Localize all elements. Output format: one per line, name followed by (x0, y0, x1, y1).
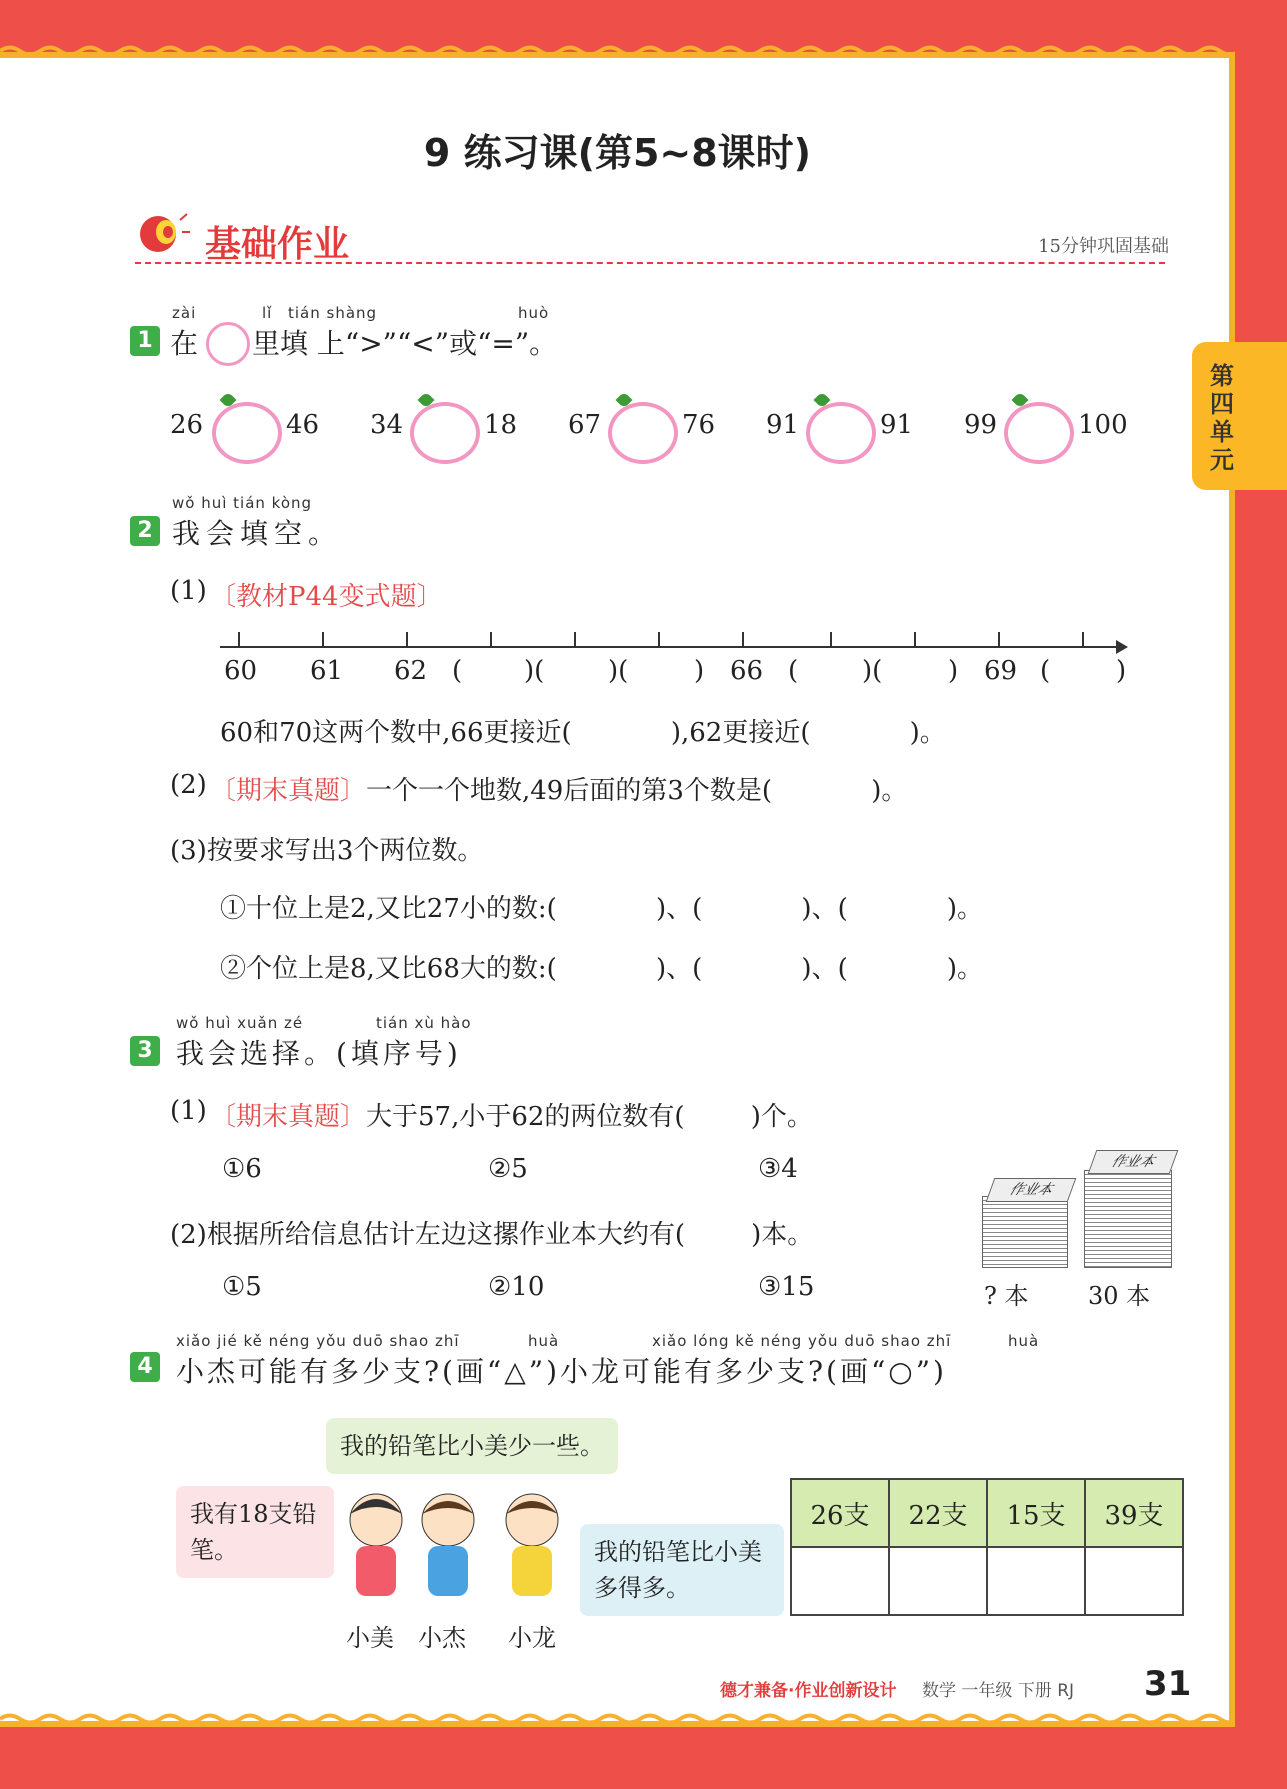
q3-pinyin-a: wǒ huì xuǎn zé (176, 1014, 304, 1032)
speech-bubble-left: 我有18支铅笔。 (176, 1486, 334, 1578)
q4-number-badge: 4 (130, 1352, 160, 1382)
q3-p2-option-1[interactable]: ①5 (222, 1272, 262, 1302)
q4-pinyin-c: xiǎo lóng kě néng yǒu duō shao zhī (652, 1332, 952, 1350)
speech-bubble-right: 我的铅笔比小美多得多。 (580, 1524, 784, 1616)
q3-p1-tag: 〔期末真题〕 (210, 1102, 367, 1132)
axis-paren: ) (694, 656, 705, 686)
q2-p1-label: (1) (170, 576, 207, 606)
q2-p3a: ①十位上是2,又比27小的数:( )、( )、( )。 (220, 894, 984, 924)
tick (322, 632, 324, 648)
q4-pinyin-d: huà (1008, 1332, 1040, 1350)
q3-p2-option-2[interactable]: ②10 (488, 1272, 545, 1302)
footer-brand: 德才兼备·作业创新设计 (720, 1681, 897, 1701)
axis-paren: ) (1116, 656, 1127, 686)
q3-text: 我会选择。(填序号) (176, 1037, 462, 1070)
small-book-stack (982, 1196, 1068, 1268)
axis-label-62: 62 (394, 656, 428, 686)
axis-paren: )( (524, 656, 545, 686)
q1-pair-2-answer-circle[interactable] (410, 402, 480, 464)
section-subtitle: 15分钟巩固基础 (1038, 236, 1169, 257)
q3-pinyin-b: tián xù hào (376, 1014, 472, 1032)
children-illustration (336, 1484, 576, 1614)
large-book-cover: 作业本 (1088, 1150, 1179, 1174)
child-name-xiaolong: 小龙 (508, 1624, 556, 1652)
tick (998, 632, 1000, 648)
q1-pair-3-right: 76 (682, 410, 716, 440)
q1-pair-5-answer-circle[interactable] (1004, 402, 1074, 464)
q2-text: 我会填空。 (172, 517, 343, 550)
q1-text-b: 里填 上“>”“<”或“=”。 (252, 327, 558, 360)
arrow-icon (1116, 640, 1128, 654)
large-stack-label: 30 本 (1088, 1282, 1151, 1310)
q1-pair-2-right: 18 (484, 410, 518, 440)
q2-p3b: ②个位上是8,又比68大的数:( )、( )、( )。 (220, 954, 984, 984)
q1-pair-1-answer-circle[interactable] (212, 402, 282, 464)
table-header-cell: 15支 (987, 1479, 1085, 1547)
footer-info: 数学 一年级 下册 RJ (922, 1681, 1075, 1701)
q1-pinyin-li: lǐ (262, 304, 273, 322)
axis-label-61: 61 (310, 656, 344, 686)
q2-p2-label: (2) (170, 770, 207, 800)
speech-bubble-top: 我的铅笔比小美少一些。 (326, 1418, 618, 1474)
top-wavy-border (0, 44, 1235, 58)
table-header-row (791, 1479, 1183, 1547)
tick (830, 632, 832, 648)
axis-label-66: 66 (730, 656, 764, 686)
section-title: 基础作业 (205, 224, 350, 265)
tick (490, 632, 492, 648)
q1-pair-1-right: 46 (286, 410, 320, 440)
large-book-stack (1084, 1170, 1172, 1268)
unit-side-tab (1192, 342, 1287, 490)
tick (658, 632, 660, 648)
child-name-xiaomei: 小美 (346, 1624, 394, 1652)
q1-pair-4-left: 91 (766, 410, 800, 440)
q1-pinyin-tianshang: tián shàng (288, 304, 378, 322)
megaphone-icon (132, 208, 192, 258)
q1-pair-3-answer-circle[interactable] (608, 402, 678, 464)
small-book-cover: 作业本 (986, 1178, 1077, 1202)
tick (1082, 632, 1084, 648)
q1-pinyin-huo: huò (518, 304, 550, 322)
tick (574, 632, 576, 648)
q2-p1-line: 60和70这两个数中,66更接近( ),62更接近( )。 (220, 718, 946, 748)
q1-pair-4-right: 91 (880, 410, 914, 440)
q1-number-badge: 1 (130, 326, 160, 356)
q4-pinyin-a: xiǎo jié kě néng yǒu duō shao zhī (176, 1332, 460, 1350)
q1-pair-1-left: 26 (170, 410, 204, 440)
q2-p2-text: 一个一个地数,49后面的第3个数是( )。 (366, 776, 908, 806)
q3-p1-text: 大于57,小于62的两位数有( )个。 (366, 1102, 813, 1132)
axis-paren: )( (862, 656, 883, 686)
q3-p1-option-1[interactable]: ①6 (222, 1154, 262, 1184)
tick (742, 632, 744, 648)
tick (406, 632, 408, 648)
q3-p2-text: (2)根据所给信息估计左边这摞作业本大约有( )本。 (170, 1220, 814, 1250)
page-title: 9 练习课(第5~8课时) (423, 131, 812, 175)
q1-circle-icon (206, 322, 250, 366)
q1-pair-3-left: 67 (568, 410, 602, 440)
q3-p1-option-3[interactable]: ③4 (758, 1154, 798, 1184)
q2-number-badge: 2 (130, 516, 160, 546)
table-answer-row (791, 1547, 1183, 1615)
q2-pinyin: wǒ huì tián kòng (172, 494, 313, 512)
q1-text-a: 在 (170, 327, 199, 360)
q1-pair-5-right: 100 (1078, 410, 1128, 440)
table-header-cell: 22支 (889, 1479, 987, 1547)
axis-paren: ( (1040, 656, 1051, 686)
q1-pair-4-answer-circle[interactable] (806, 402, 876, 464)
child-name-xiaojie: 小杰 (418, 1624, 466, 1652)
q3-p2-option-3[interactable]: ③15 (758, 1272, 815, 1302)
axis-label-69: 69 (984, 656, 1018, 686)
axis-label-60: 60 (224, 656, 258, 686)
answer-table (790, 1478, 1184, 1616)
axis-paren: ( (452, 656, 463, 686)
q4-text: 小杰可能有多少支?(画“△”)小龙可能有多少支?(画“○”) (176, 1355, 947, 1388)
table-header-cell: 26支 (791, 1479, 889, 1547)
q4-pinyin-b: huà (528, 1332, 560, 1350)
q3-p1-label: (1) (170, 1096, 207, 1126)
q1-pair-5-left: 99 (964, 410, 998, 440)
table-answer-cell[interactable] (987, 1547, 1085, 1615)
q1-pair-2-left: 34 (370, 410, 404, 440)
small-stack-label: ? 本 (984, 1282, 1029, 1310)
q1-pinyin-zai: zài (172, 304, 197, 322)
q3-p1-option-2[interactable]: ②5 (488, 1154, 528, 1184)
tick (238, 632, 240, 648)
table-header-cell: 39支 (1085, 1479, 1183, 1547)
table-answer-cell[interactable] (889, 1547, 987, 1615)
unit-side-tab-label: 第四单元 (1210, 362, 1234, 474)
bottom-wavy-border (0, 1712, 1235, 1726)
q2-p3: (3)按要求写出3个两位数。 (170, 836, 484, 866)
q3-number-badge: 3 (130, 1036, 160, 1066)
axis-paren: ( (788, 656, 799, 686)
q2-p1-tag: 〔教材P44变式题〕 (210, 582, 443, 612)
axis-paren: ) (948, 656, 959, 686)
page-number: 31 (1144, 1664, 1192, 1704)
table-answer-cell[interactable] (1085, 1547, 1183, 1615)
number-line (220, 646, 1120, 648)
axis-paren: )( (608, 656, 629, 686)
tick (914, 632, 916, 648)
table-answer-cell[interactable] (791, 1547, 889, 1615)
section-divider (135, 262, 1165, 264)
q2-p2-tag: 〔期末真题〕 (210, 776, 367, 806)
